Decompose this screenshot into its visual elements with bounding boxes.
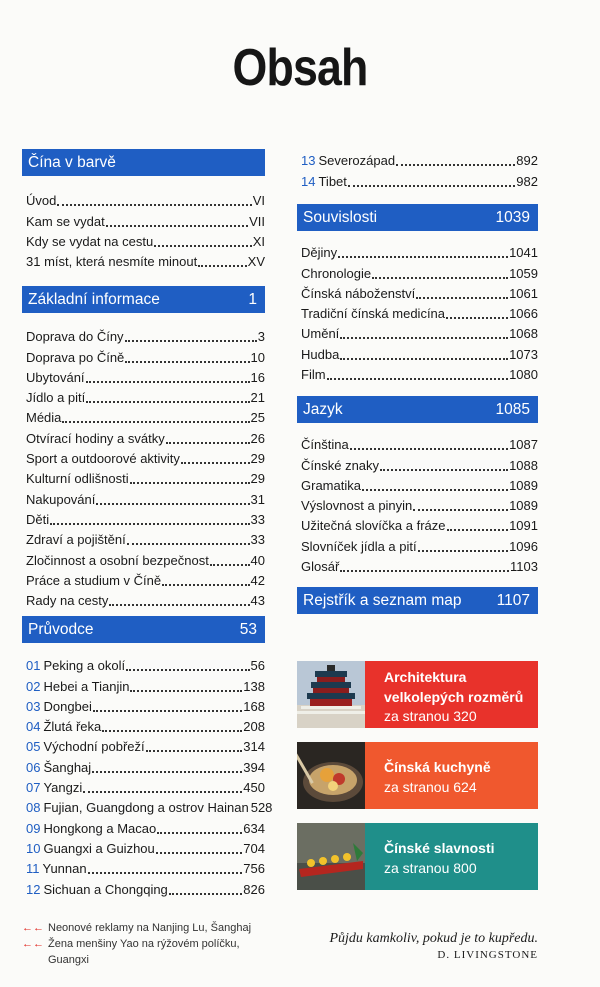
toc-entry[interactable] bbox=[301, 364, 538, 384]
chapter-number: 08 bbox=[26, 800, 41, 816]
toc-entry-page: 29 bbox=[250, 451, 265, 467]
toc-entry-page: 1091 bbox=[509, 518, 538, 534]
toc-list-zakladni-informace bbox=[26, 326, 265, 610]
leader-dots bbox=[156, 852, 243, 854]
promo-page-ref: za stranou 624 bbox=[384, 778, 477, 795]
toc-entry[interactable] bbox=[26, 387, 265, 407]
toc-entry-label: Gramatika bbox=[301, 477, 361, 493]
section-title: Souvislosti bbox=[303, 209, 378, 226]
toc-entry-page: 42 bbox=[250, 572, 265, 588]
section-title: Čína v barvě bbox=[28, 154, 116, 171]
leader-dots bbox=[96, 503, 249, 505]
chapter-number: 01 bbox=[26, 658, 41, 674]
toc-entry-page: 1088 bbox=[509, 457, 538, 473]
toc-entry[interactable] bbox=[26, 427, 265, 447]
toc-entry-label: Čínština bbox=[301, 437, 349, 453]
promo-text bbox=[365, 823, 538, 890]
toc-entry-label: Kdy se vydat na cestu bbox=[26, 233, 154, 249]
toc-entry[interactable] bbox=[26, 251, 265, 271]
toc-list-cina-v-barve bbox=[22, 190, 265, 271]
epigraph bbox=[329, 931, 538, 961]
toc-entry-label: Hongkong a Macao bbox=[43, 820, 157, 836]
section-header-zakladni-informace[interactable] bbox=[22, 286, 265, 313]
toc-entry-page: 1089 bbox=[509, 477, 538, 493]
toc-entry[interactable] bbox=[26, 570, 265, 590]
leader-dots bbox=[210, 564, 250, 566]
toc-entry-page: 1059 bbox=[509, 265, 538, 281]
toc-entry-label: Čínská náboženství bbox=[301, 285, 416, 301]
toc-entry-page: 3 bbox=[257, 329, 265, 345]
leader-dots bbox=[338, 256, 508, 258]
chapter-number: 03 bbox=[26, 698, 41, 714]
promo-text bbox=[365, 742, 538, 809]
toc-entry-page: 1068 bbox=[509, 326, 538, 342]
toc-entry-page: 16 bbox=[250, 369, 265, 385]
toc-entry[interactable] bbox=[26, 736, 265, 756]
toc-entry[interactable] bbox=[26, 838, 265, 858]
section-title: Jazyk bbox=[303, 401, 343, 418]
leader-dots bbox=[169, 893, 243, 895]
leader-dots bbox=[372, 277, 508, 279]
page-title: Obsah bbox=[232, 39, 368, 97]
toc-entry-page: 826 bbox=[243, 881, 265, 897]
toc-entry-page: 1041 bbox=[509, 245, 538, 261]
leader-dots bbox=[340, 358, 508, 360]
toc-entry-page: 40 bbox=[250, 552, 265, 568]
promo-title-line2: velkolepých rozměrů bbox=[384, 688, 524, 705]
toc-entry-page: 982 bbox=[516, 173, 538, 189]
section-title: Průvodce bbox=[28, 621, 94, 638]
promo-title-line1: Čínské slavnosti bbox=[384, 840, 495, 856]
promo-festivals[interactable] bbox=[297, 823, 538, 890]
leader-dots bbox=[130, 690, 242, 692]
toc-list-souvislosti bbox=[301, 242, 538, 384]
toc-entry-label: Tibet bbox=[318, 173, 347, 189]
toc-entry-page: 138 bbox=[243, 678, 265, 694]
toc-entry-label: Kam se vydat bbox=[26, 213, 105, 229]
leader-dots bbox=[109, 604, 249, 606]
leader-dots bbox=[62, 421, 249, 423]
leader-dots bbox=[340, 337, 508, 339]
leader-dots bbox=[93, 710, 242, 712]
leader-dots bbox=[50, 523, 249, 525]
chapter-number: 12 bbox=[26, 881, 41, 897]
chapter-number: 04 bbox=[26, 719, 41, 735]
leader-dots bbox=[413, 509, 508, 511]
toc-entry[interactable] bbox=[301, 515, 538, 535]
section-page: 1107 bbox=[496, 592, 530, 609]
chapter-number: 10 bbox=[26, 840, 41, 856]
temple-of-heaven-image bbox=[297, 661, 365, 728]
toc-entry[interactable] bbox=[26, 549, 265, 569]
toc-entry[interactable] bbox=[26, 407, 265, 427]
toc-entry-page: 1080 bbox=[509, 367, 538, 383]
quote-text: Půjdu kamkoliv, pokud je to kupředu. bbox=[329, 931, 538, 946]
toc-entry-page: 1073 bbox=[509, 346, 538, 362]
toc-entry-label: Východní pobřeží bbox=[43, 739, 145, 755]
leader-dots bbox=[350, 448, 508, 450]
toc-entry[interactable] bbox=[301, 262, 538, 282]
toc-entry[interactable] bbox=[26, 756, 265, 776]
dragon-boat-image bbox=[297, 823, 365, 890]
right-column bbox=[297, 150, 538, 609]
toc-entry-label: Nakupování bbox=[26, 491, 96, 507]
toc-entry-label: 31 míst, která nesmíte minout bbox=[26, 254, 198, 270]
toc-entry-page: 314 bbox=[243, 739, 265, 755]
toc-entry[interactable] bbox=[26, 210, 265, 230]
toc-entry[interactable] bbox=[26, 509, 265, 529]
toc-entry[interactable] bbox=[301, 170, 538, 190]
toc-entry-label: Sichuan a Chongqing bbox=[43, 881, 168, 897]
section-header-rejstrik[interactable] bbox=[297, 587, 538, 614]
promo-page-ref: za stranou 800 bbox=[384, 859, 477, 876]
toc-entry-label: Média bbox=[26, 410, 62, 426]
toc-entry[interactable] bbox=[26, 468, 265, 488]
toc-entry[interactable] bbox=[26, 655, 265, 675]
toc-entry[interactable] bbox=[26, 590, 265, 610]
toc-entry-page: 756 bbox=[243, 861, 265, 877]
leader-dots bbox=[380, 469, 508, 471]
toc-entry[interactable] bbox=[26, 326, 265, 346]
toc-entry-label: Yunnan bbox=[42, 861, 87, 877]
toc-entry-label: Yangzi bbox=[43, 780, 83, 796]
section-title: Rejstřík a seznam map bbox=[303, 592, 462, 609]
section-title: Základní informace bbox=[28, 291, 160, 308]
toc-entry-label: Práce a studium v Číně bbox=[26, 572, 162, 588]
toc-entry[interactable] bbox=[301, 283, 538, 303]
toc-entry[interactable] bbox=[26, 858, 265, 878]
toc-entry[interactable] bbox=[301, 150, 538, 170]
leader-dots bbox=[130, 482, 250, 484]
toc-entry-page: 1089 bbox=[509, 498, 538, 514]
toc-entry-label: Dějiny bbox=[301, 245, 338, 261]
toc-entry-label: Umění bbox=[301, 326, 340, 342]
toc-entry[interactable] bbox=[26, 488, 265, 508]
caption-line bbox=[22, 920, 278, 936]
leader-dots bbox=[125, 340, 257, 342]
leader-dots bbox=[198, 265, 246, 267]
toc-entry-page: 1096 bbox=[509, 538, 538, 554]
chapter-number: 14 bbox=[301, 173, 316, 189]
toc-entry-page: 1066 bbox=[509, 306, 538, 322]
toc-entry[interactable] bbox=[26, 777, 265, 797]
toc-entry[interactable] bbox=[301, 556, 538, 576]
leader-dots bbox=[125, 361, 249, 363]
toc-entry-page: 168 bbox=[243, 698, 265, 714]
promo-title-line1: Čínská kuchyně bbox=[384, 759, 491, 775]
toc-entry-label: Severozápad bbox=[318, 153, 396, 169]
toc-entry-page: 704 bbox=[243, 840, 265, 856]
toc-entry-label: Výslovnost a pinyin bbox=[301, 498, 413, 514]
toc-entry-label: Glosář bbox=[301, 559, 340, 575]
quote-author: D. LIVINGSTONE bbox=[437, 949, 538, 961]
chapter-number: 13 bbox=[301, 153, 316, 169]
toc-entry-page: 1061 bbox=[509, 285, 538, 301]
toc-entry-page: 33 bbox=[250, 511, 265, 527]
leader-dots bbox=[348, 185, 515, 187]
leader-dots bbox=[146, 750, 243, 752]
promo-title-line1: Architektura bbox=[384, 669, 467, 685]
toc-entry-label: Hebei a Tianjin bbox=[43, 678, 130, 694]
toc-entry-page: 25 bbox=[250, 410, 265, 426]
section-header-cina-v-barve[interactable] bbox=[22, 149, 265, 176]
arrow-left-icon: ←← bbox=[22, 922, 44, 934]
chapter-number: 11 bbox=[26, 861, 40, 877]
toc-entry-label: Slovníček jídla a pití bbox=[301, 538, 417, 554]
leader-dots bbox=[86, 381, 250, 383]
toc-entry-page: 634 bbox=[243, 820, 265, 836]
promo-architecture[interactable] bbox=[297, 661, 538, 728]
toc-entry-page: VII bbox=[249, 213, 265, 229]
toc-entry[interactable] bbox=[26, 797, 273, 817]
promo-text bbox=[365, 661, 538, 728]
toc-entry-page: 33 bbox=[250, 532, 265, 548]
toc-entry-label: Hudba bbox=[301, 346, 340, 362]
caption-text: Neonové reklamy na Nanjing Lu, Šanghaj bbox=[48, 922, 252, 934]
section-header-pruvodce[interactable] bbox=[22, 616, 265, 643]
leader-dots bbox=[157, 832, 242, 834]
toc-entry-label: Peking a okolí bbox=[43, 658, 126, 674]
toc-entry[interactable] bbox=[301, 454, 538, 474]
chapter-number: 05 bbox=[26, 739, 41, 755]
leader-dots bbox=[362, 489, 508, 491]
photo-captions bbox=[22, 920, 278, 968]
toc-entry-page: 394 bbox=[243, 759, 265, 775]
toc-entry-label: Film bbox=[301, 367, 326, 383]
caption-text: Žena menšiny Yao na rýžovém políčku, Guangxi bbox=[48, 938, 240, 966]
toc-entry-page: 21 bbox=[250, 390, 265, 406]
chapter-number: 09 bbox=[26, 820, 41, 836]
section-header-souvislosti[interactable] bbox=[297, 204, 538, 231]
toc-entry[interactable] bbox=[301, 303, 538, 323]
leader-dots bbox=[88, 872, 243, 874]
section-page: 1039 bbox=[495, 209, 530, 226]
arrow-left-icon: ←← bbox=[22, 938, 44, 950]
toc-entry-page: XV bbox=[247, 254, 265, 270]
leader-dots bbox=[83, 791, 242, 793]
leader-dots bbox=[127, 543, 250, 545]
toc-entry-label: Užitečná slovíčka a fráze bbox=[301, 518, 446, 534]
toc-entry[interactable] bbox=[301, 323, 538, 343]
toc-entry-page: 29 bbox=[250, 471, 265, 487]
toc-entry-label: Úvod bbox=[26, 193, 57, 209]
toc-entry[interactable] bbox=[26, 346, 265, 366]
section-page: 1085 bbox=[495, 401, 530, 418]
toc-entry-label: Doprava po Číně bbox=[26, 349, 125, 365]
toc-entry-page: 450 bbox=[243, 780, 265, 796]
toc-entry-page: 892 bbox=[516, 153, 538, 169]
leader-dots bbox=[57, 204, 251, 206]
toc-entry-page: 528 bbox=[250, 800, 273, 816]
toc-entry[interactable] bbox=[301, 434, 538, 454]
toc-entry-page: 31 bbox=[250, 491, 265, 507]
toc-entry[interactable] bbox=[26, 231, 265, 251]
leader-dots bbox=[106, 225, 248, 227]
toc-entry[interactable] bbox=[301, 535, 538, 555]
chapter-number: 07 bbox=[26, 780, 41, 796]
toc-entry-page: 1103 bbox=[510, 559, 538, 575]
toc-entry[interactable] bbox=[301, 475, 538, 495]
toc-entry-page: 1087 bbox=[509, 437, 538, 453]
toc-entry-page: 26 bbox=[250, 430, 265, 446]
leader-dots bbox=[327, 378, 509, 380]
toc-entry-label: Doprava do Číny bbox=[26, 329, 124, 345]
toc-entry-label: Jídlo a pití bbox=[26, 390, 86, 406]
toc-entry[interactable] bbox=[26, 716, 265, 736]
toc-entry-label: Guangxi a Guizhou bbox=[43, 840, 155, 856]
leader-dots bbox=[126, 669, 249, 671]
food-dish-image bbox=[297, 742, 365, 809]
toc-entry-label: Kulturní odlišnosti bbox=[26, 471, 129, 487]
toc-entry-label: Fujian, Guangdong a ostrov Hainan bbox=[43, 800, 249, 816]
chapter-number: 06 bbox=[26, 759, 41, 775]
toc-entry[interactable] bbox=[301, 242, 538, 262]
left-column bbox=[22, 149, 273, 897]
toc-entry-label: Tradiční čínská medicína bbox=[301, 306, 446, 322]
leader-dots bbox=[162, 584, 249, 586]
leader-dots bbox=[447, 529, 509, 531]
toc-entry-label: Děti bbox=[26, 511, 50, 527]
toc-entry[interactable] bbox=[26, 529, 265, 549]
toc-entry[interactable] bbox=[26, 696, 265, 716]
leader-dots bbox=[446, 317, 508, 319]
toc-entry-page: 43 bbox=[250, 593, 265, 609]
section-page: 1 bbox=[248, 291, 257, 308]
section-header-jazyk[interactable] bbox=[297, 396, 538, 423]
toc-entry-page: 56 bbox=[250, 658, 265, 674]
toc-list-pruvodce-continued bbox=[297, 150, 538, 191]
toc-entry-label: Otvírací hodiny a svátky bbox=[26, 430, 165, 446]
toc-entry-label: Zločinnost a osobní bezpečnost bbox=[26, 552, 209, 568]
promo-cuisine[interactable] bbox=[297, 742, 538, 809]
caption-line bbox=[22, 936, 278, 968]
leader-dots bbox=[416, 297, 508, 299]
leader-dots bbox=[396, 164, 515, 166]
leader-dots bbox=[86, 401, 249, 403]
section-page: 53 bbox=[239, 621, 257, 638]
toc-list-jazyk bbox=[301, 434, 538, 576]
toc-entry-label: Sport a outdoorové aktivity bbox=[26, 451, 180, 467]
toc-entry-label: Žlutá řeka bbox=[43, 719, 102, 735]
promo-page-ref: za stranou 320 bbox=[384, 708, 477, 724]
toc-entry[interactable] bbox=[26, 878, 265, 898]
leader-dots bbox=[154, 245, 252, 247]
toc-entry-label: Chronologie bbox=[301, 265, 372, 281]
toc-entry-label: Šanghaj bbox=[43, 759, 92, 775]
toc-list-pruvodce bbox=[26, 655, 273, 899]
toc-entry[interactable] bbox=[26, 448, 265, 468]
leader-dots bbox=[92, 771, 242, 773]
toc-entry-page: 10 bbox=[250, 349, 265, 365]
toc-entry[interactable] bbox=[301, 495, 538, 515]
toc-entry-page: XI bbox=[252, 233, 265, 249]
toc-entry-page: 208 bbox=[243, 719, 265, 735]
leader-dots bbox=[181, 462, 250, 464]
toc-entry-label: Dongbei bbox=[43, 698, 92, 714]
toc-entry[interactable] bbox=[26, 190, 265, 210]
toc-entry-label: Rady na cesty bbox=[26, 593, 109, 609]
toc-entry-page: VI bbox=[252, 193, 265, 209]
toc-entry-label: Zdraví a pojištění bbox=[26, 532, 126, 548]
toc-entry-label: Ubytování bbox=[26, 369, 85, 385]
toc-entry[interactable] bbox=[26, 675, 265, 695]
leader-dots bbox=[102, 730, 242, 732]
toc-entry[interactable] bbox=[26, 817, 265, 837]
toc-entry[interactable] bbox=[301, 343, 538, 363]
toc-entry-label: Čínské znaky bbox=[301, 457, 380, 473]
leader-dots bbox=[166, 442, 250, 444]
toc-entry[interactable] bbox=[26, 367, 265, 387]
chapter-number: 02 bbox=[26, 678, 41, 694]
leader-dots bbox=[418, 550, 508, 552]
leader-dots bbox=[340, 570, 509, 572]
